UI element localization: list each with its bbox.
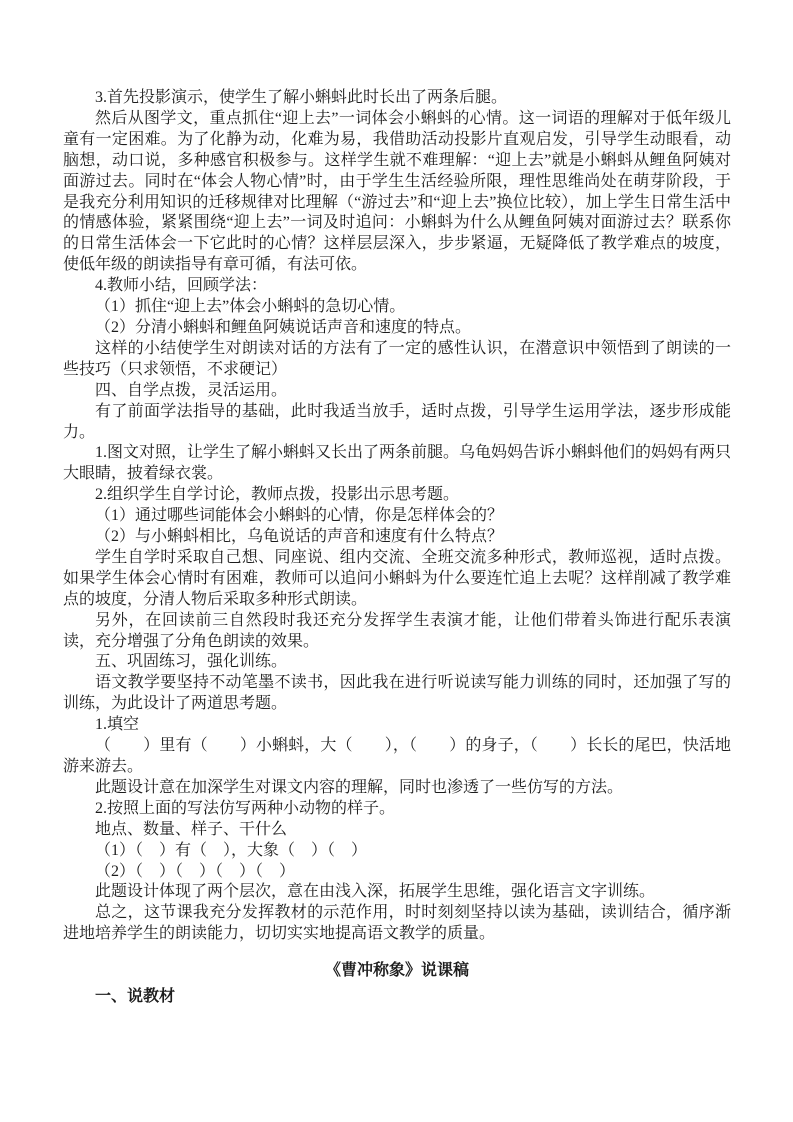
section-heading: 一、说教材 [95,988,176,1006]
paragraph: （1）通过哪些词能体会小蝌蚪的心情，你是怎样体会的？ [95,507,504,525]
paragraph: 2.按照上面的写法仿写两种小动物的样子。 [95,799,396,817]
paragraph: 有了前面学法指导的基础，此时我适当放手，适时点拨，引导学生运用学法，逐步形成能力。 [63,402,731,441]
paragraph: （2）与小蝌蚪相比，乌龟说话的声音和速度有什么特点？ [95,528,504,546]
paragraph: （2）分清小蝌蚪和鲤鱼阿姨说话声音和速度的特点。 [95,318,472,336]
paragraph: 语文教学要坚持不动笔墨不读书，因此我在进行听说读写能力训练的同时，还加强了写的训练，为此设计了两道思考题。 [63,674,731,713]
paragraph: 这样的小结使学生对朗读对话的方法有了一定的感性认识，在潜意识中领悟到了朗读的一些技巧（只求领悟，不求硬记） [63,339,731,378]
paragraph: 此题设计意在加深学生对课文内容的理解，同时也渗透了一些仿写的方法。 [95,778,624,796]
paragraph: 1.图文对照，让学生了解小蝌蚪又长出了两条前腿。乌龟妈妈告诉小蝌蚪他们的妈妈有两只大眼睛，披着绿衣裳。 [63,444,732,483]
paragraph: 四、自学点拨，灵活运用。 [95,381,288,399]
paragraph: 学生自学时采取自己想、同座说、组内交流、全班交流多种形式，教师巡视，适时点拨。如果学生体会心情时有困难，教师可以追问小蝌蚪为什么要连忙追上去呢？这样削减了教学难点的坡度，分清人物后采取多种形式朗读。 [63,548,731,608]
paragraph: 3.首先投影演示，使学生了解小蝌蚪此时长出了两条后腿。 [95,89,508,106]
fill-blank-line: （2）（ ）（ ）（ ）（ ） [95,862,296,880]
paragraph: 总之，这节课我充分发挥教材的示范作用，时时刻刻坚持以读为基础，读训结合，循序渐进地培养学生的朗读能力，切切实实地提高语文教学的质量。 [63,904,731,943]
paragraph: 4.教师小结，回顾学法： [95,277,268,295]
paragraph: 另外，在回读前三自然段时我还充分发挥学生表演才能，让他们带着头饰进行配乐表演读，充分增强了分角色朗读的效果。 [63,611,731,650]
fill-blank-line: （1）（ ）有（ ），大象（ ）（ ） [95,841,368,859]
paragraph: 此题设计体现了两个层次，意在由浅入深，拓展学生思维，强化语言文字训练。 [95,883,656,901]
paragraph: 五、巩固练习，强化训练。 [95,653,288,671]
document-title: 《曹冲称象》说课稿 [324,962,469,980]
paragraph: 地点、数量、样子、干什么 [95,820,288,838]
paragraph: （1）抓住“迎上去”体会小蝌蚪的急切心情。 [95,298,406,316]
paragraph: 1.填空 [95,716,140,734]
paragraph: 然后从图学文，重点抓住“迎上去”一词体会小蝌蚪的心情。这一词语的理解对于低年级儿童有一定困难。为了化静为动，化难为易，我借助活动投影片直观启发，引导学生动眼看，动脑想，动口说，多种感官积极参与。这样学生就不难理解：“迎上去”就是小蝌蚪从鲤鱼阿姨对面游过去。同时在“体会人物心情”时，由于学生生活经验所限，理性思维尚处在萌芽阶段，于是我充分利用知识的迁移规律对比理解（“游过去”和“迎上去”换位比较），加上学生日常生活中的情感体验，紧紧围绕“迎上去”一词及时追问：小蝌蚪为什么从鲤鱼阿姨对面游过去？联系你的日常生活体会一下它此时的心情？这样层层深入，步步紧逼，无疑降低了教学难点的坡度，使低年级的朗读指导有章可循，有法可依。 [63,109,731,274]
fill-blank-line: （ ）里有（ ）小蝌蚪，大（ ），（ ）的身子，（ ）长长的尾巴，快活地游来游去。 [63,737,731,775]
paragraph: 2.组织学生自学讨论，教师点拨，投影出示思考题。 [95,486,460,504]
